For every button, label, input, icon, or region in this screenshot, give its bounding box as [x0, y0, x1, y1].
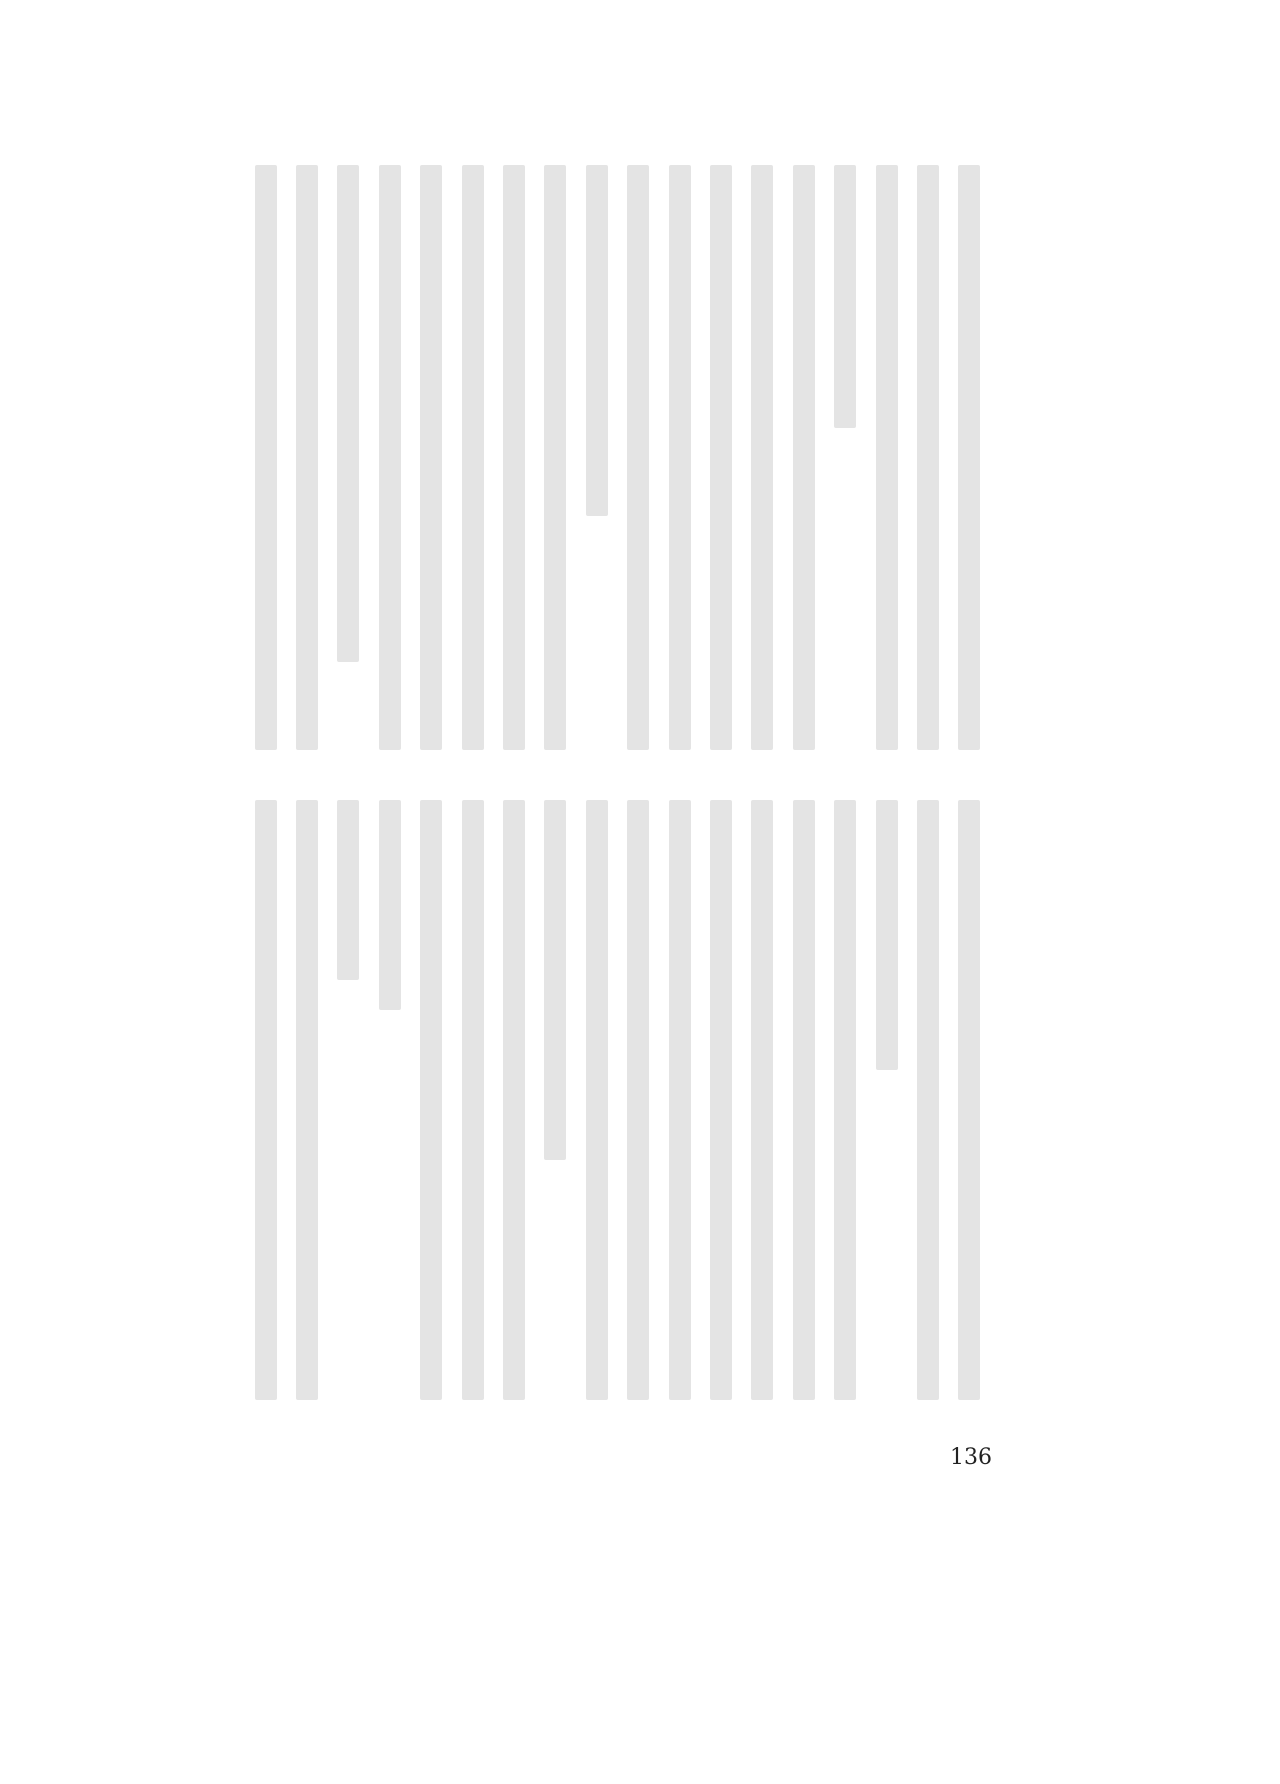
text-column	[576, 165, 617, 750]
text-line-placeholder	[627, 165, 649, 750]
text-column	[452, 800, 493, 1400]
text-line-placeholder	[586, 800, 608, 1400]
text-column	[949, 165, 990, 750]
text-line-placeholder	[627, 800, 649, 1400]
text-line-placeholder	[917, 165, 939, 750]
text-line-placeholder	[834, 165, 856, 428]
text-line-placeholder	[462, 800, 484, 1400]
text-column	[576, 800, 617, 1400]
text-column	[245, 800, 286, 1400]
text-line-placeholder	[503, 165, 525, 750]
text-line-placeholder	[544, 165, 566, 750]
text-line-placeholder	[255, 800, 277, 1400]
text-column	[742, 800, 783, 1400]
text-column	[286, 165, 327, 750]
text-column	[535, 800, 576, 1400]
text-line-placeholder	[793, 800, 815, 1400]
text-block-bottom	[245, 800, 990, 1400]
text-line-placeholder	[876, 800, 898, 1070]
text-line-placeholder	[379, 800, 401, 1010]
text-line-placeholder	[751, 800, 773, 1400]
text-line-placeholder	[958, 800, 980, 1400]
text-column	[659, 165, 700, 750]
text-line-placeholder	[669, 165, 691, 750]
text-line-placeholder	[379, 165, 401, 750]
text-line-placeholder	[462, 165, 484, 750]
text-line-placeholder	[296, 800, 318, 1400]
text-column	[328, 800, 369, 1400]
text-column	[700, 165, 741, 750]
text-column	[783, 800, 824, 1400]
text-column	[411, 165, 452, 750]
text-column	[742, 165, 783, 750]
text-line-placeholder	[669, 800, 691, 1400]
text-column	[493, 165, 534, 750]
text-line-placeholder	[420, 165, 442, 750]
text-column	[907, 800, 948, 1400]
text-column	[949, 800, 990, 1400]
text-column	[328, 165, 369, 750]
text-line-placeholder	[337, 800, 359, 980]
page-number: 136	[950, 1445, 992, 1470]
text-line-placeholder	[751, 165, 773, 750]
text-column	[783, 165, 824, 750]
text-line-placeholder	[793, 165, 815, 750]
text-line-placeholder	[420, 800, 442, 1400]
text-line-placeholder	[834, 800, 856, 1400]
text-block-top	[245, 165, 990, 750]
text-column	[286, 800, 327, 1400]
text-column	[245, 165, 286, 750]
text-line-placeholder	[337, 165, 359, 662]
text-column	[824, 165, 865, 750]
text-line-placeholder	[710, 165, 732, 750]
text-column	[369, 165, 410, 750]
text-line-placeholder	[917, 800, 939, 1400]
text-column	[452, 165, 493, 750]
text-line-placeholder	[710, 800, 732, 1400]
text-line-placeholder	[586, 165, 608, 516]
text-column	[369, 800, 410, 1400]
text-column	[493, 800, 534, 1400]
text-line-placeholder	[255, 165, 277, 750]
text-column	[617, 800, 658, 1400]
text-column	[411, 800, 452, 1400]
text-line-placeholder	[503, 800, 525, 1400]
text-line-placeholder	[544, 800, 566, 1160]
text-column	[535, 165, 576, 750]
text-column	[700, 800, 741, 1400]
text-column	[617, 165, 658, 750]
text-column	[866, 165, 907, 750]
text-column	[866, 800, 907, 1400]
text-line-placeholder	[958, 165, 980, 750]
text-column	[907, 165, 948, 750]
text-line-placeholder	[876, 165, 898, 750]
text-column	[659, 800, 700, 1400]
text-line-placeholder	[296, 165, 318, 750]
text-column	[824, 800, 865, 1400]
